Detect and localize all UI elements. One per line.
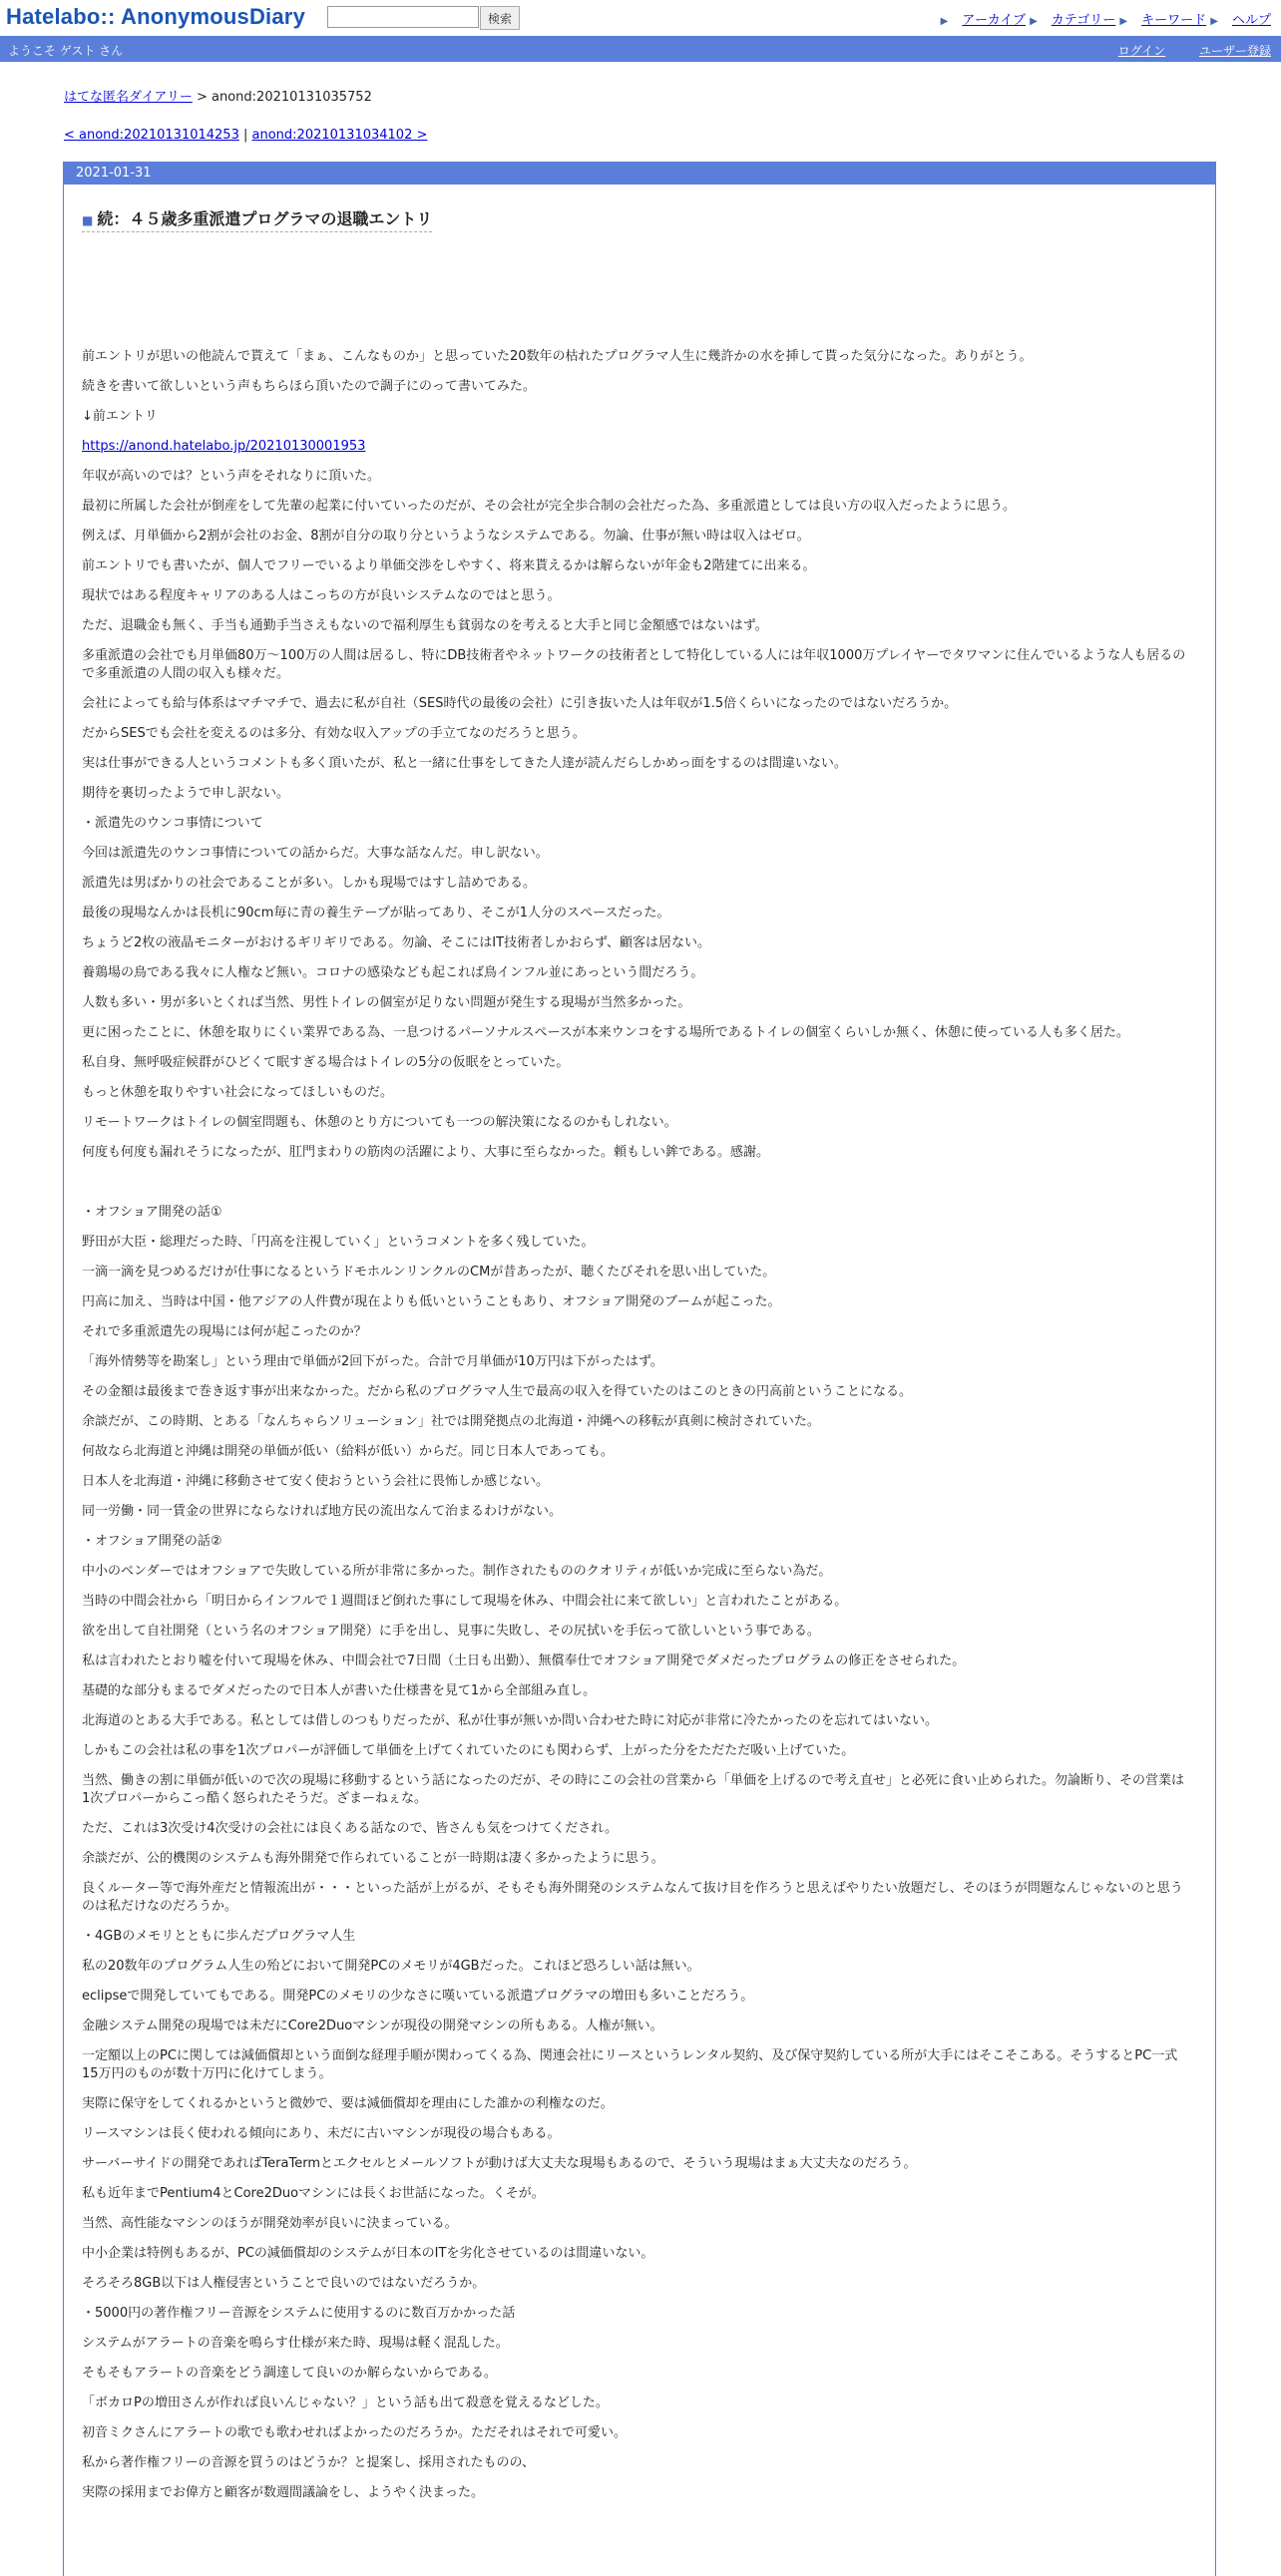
entry-paragraph: 何度も何度も漏れそうになったが、肛門まわりの筋肉の活躍により、大事に至らなかった。頼もしい鉾である。感謝。 <box>82 1145 770 1160</box>
entry-paragraph: しかもこの会社は私の事を1次プロパーが評価して単価を上げてくれていたのにも関わらず、上がった分をただただ吸い上げていた。 <box>82 1743 855 1758</box>
top-nav <box>941 9 1271 28</box>
entry-paragraph: 野田が大臣・総理だった時、「円高を注視していく」というコメントを多く残していた。 <box>82 1235 595 1250</box>
entry-paragraph: その金額は最後まで巻き返す事が出来なかった。だから私のプログラマ人生で最高の収入を得ていたのはこのときの円高前ということになる。 <box>82 1384 913 1399</box>
entry-title <box>82 206 432 232</box>
nav-help-link[interactable]: ヘルプ <box>1231 13 1271 28</box>
entry-paragraph: 北海道のとある大手である。私としては借しのつもりだったが、私が仕事が無いか問い合わせた時に対応が非常に冷たかったのを忘れてはいない。 <box>82 1713 939 1728</box>
entry-paragraph: 金融システム開発の現場では未だにCore2Duoマシンが現役の開発マシンの所もある。人権が無い。 <box>82 2019 663 2033</box>
entry-paragraph: ・5000円の著作権フリー音源をシステムに使用するのに数百万かかった話 <box>82 2306 516 2321</box>
entry-paragraph: 初音ミクさんにアラートの歌でも歌わせればよかったのだろうか。ただそれはそれで可愛い。 <box>82 2425 628 2440</box>
nav-keyword-link[interactable]: キーワード <box>1141 13 1207 28</box>
pager-separator: | <box>238 128 252 143</box>
blank-line <box>82 1174 1189 1192</box>
entry-paragraph: ちょうど2枚の液晶モニターがおけるギリギリである。勿論、そこにはIT技術者しかおらず、顧客は居ない。 <box>82 935 711 950</box>
entry-paragraph: だからSESでも会社を変えるのは多分、有効な収入アップの手立てなのだろうと思う。 <box>82 726 586 741</box>
entry-paragraph: そろそろ8GB以下は人権侵害ということで良いのではないだろうか。 <box>82 2276 486 2291</box>
entry-paragraph: 当然、高性能なマシンのほうが開発効率が良いに決まっている。 <box>82 2216 458 2231</box>
breadcrumb-site-link[interactable]: はてな匿名ダイアリー <box>64 90 193 105</box>
entry-paragraph: 最後の現場なんかは長机に90cm毎に青の養生テープが貼ってあり、そこが1人分のスペースだった。 <box>82 906 670 920</box>
entry-paragraph: 最初に所属した会社が倒産をして先輩の起業に付いていったのだが、その会社が完全歩合制の会社だった為、多重派遣としては良い方の収入だったように思う。 <box>82 499 1017 514</box>
entry-paragraph: 多重派遣の会社でも月単価80万～100万の人間は居るし、特にDB技術者やネットワークの技術者として特化している人には年収1000万プレイヤーでタワマンに住んでいるような人も居るので多重派遣の人間の収入も様々だ。 <box>82 648 1186 681</box>
previous-entry-url-link[interactable]: https://anond.hatelabo.jp/20210130001953 <box>82 439 366 454</box>
entry-paragraph: 基礎的な部分もまるでダメだったので日本人が書いた仕様書を見て1から全部組み直し。 <box>82 1683 597 1698</box>
day-section <box>63 162 1216 2576</box>
entry-paragraph: 更に困ったことに、休憩を取りにくい業界である為、一息つけるパーソナルスペースが本来ウンコをする場所であるトイレの個室くらいしか無く、休憩に使っている人も多く居た。 <box>82 1025 1129 1040</box>
entry-paragraph: 実際の採用までお偉方と顧客が数週間議論をし、ようやく決まった。 <box>82 2485 485 2500</box>
entry-paragraph: 今回は派遣先のウンコ事情についての話からだ。大事な話なんだ。申し訳ない。 <box>82 846 549 861</box>
entry-paragraph: 中小企業は特例もあるが、PCの減価償却のシステムが日本のITを劣化させているのは間違いない。 <box>82 2246 654 2261</box>
entry-paragraph: ・4GBのメモリとともに歩んだプログラマ人生 <box>82 1929 356 1944</box>
entry-paragraph: ただ、退職金も無く、手当も通勤手当さえもないので福利厚生も貧弱なのを考えると大手と同じ金額感ではないはず。 <box>82 618 768 633</box>
entry-paragraph: 期待を裏切ったようで申し訳ない。 <box>82 786 290 801</box>
entry-body <box>82 348 1189 2514</box>
entry-paragraph: 続きを書いて欲しいという声もちらほら頂いたので調子にのって書いてみた。 <box>82 379 536 394</box>
entry-paragraph: 余談だが、公的機関のシステムも海外開発で作られていることが一時期は凄く多かったように思う。 <box>82 1851 664 1866</box>
entry-paragraph: 当時の中間会社から「明日からインフルで１週間ほど倒れた事にして現場を休み、中間会社に来て欲しい」と言われたことがある。 <box>82 1594 848 1609</box>
entry-paragraph: 実際に保守をしてくれるかというと微妙で、要は減価償却を理由にした誰かの利権なのだ。 <box>82 2096 614 2111</box>
nav-category-link[interactable]: カテゴリー <box>1051 13 1116 28</box>
entry-paragraph <box>82 438 1189 456</box>
entry-paragraph: 良くルーター等で海外産だと情報流出が・・・といった話が上がるが、そもそも海外開発のシステムなんて抜け目を作ろうと思えばやりたい放題だし、そのほうが問題なんじゃないのと思うのは私だけなのだろうか。 <box>82 1881 1183 1914</box>
entry-paragraph: 私から著作権フリーの音源を買うのはどうか？と提案し、採用されたものの、 <box>82 2455 535 2470</box>
entry-paragraph: 私は言われたとおり嘘を付いて現場を休み、中間会社で7日間（土日も出勤）、無償奉仕でオフショア開発でダメだったプログラムの修正をさせられた。 <box>82 1654 966 1668</box>
welcome-text: ようこそ ゲスト さん <box>8 44 124 58</box>
search-input[interactable] <box>327 6 479 28</box>
entry-paragraph: 人数も多い・男が多いとくれば当然、男性トイレの個室が足りない問題が発生する現場が当然多かった。 <box>82 995 691 1010</box>
login-link[interactable]: ログイン <box>1117 44 1166 58</box>
breadcrumb-separator: > <box>192 90 213 105</box>
breadcrumb-current: anond:20210131035752 <box>212 90 372 105</box>
entry-paragraph: それで多重派遣先の現場には何が起こったのか？ <box>82 1324 367 1339</box>
entry-paragraph: 一定額以上のPCに関しては減価償却という面倒な経理手順が関わってくる為、関連会社にリースというレンタル契約、及び保守契約している所が大手にはそこそこある。そうするとPC一式15万円のものが数十万円に化けてしまう。 <box>82 2048 1178 2081</box>
entry-paragraph: 前エントリが思いの他読んで貰えて「まぁ、こんなものか」と思っていた20数年の枯れたプログラマ人生に幾許かの水を挿して貰った気分になった。ありがとう。 <box>82 349 1033 364</box>
entry-paragraph: eclipseで開発していてもである。開発PCのメモリの少なさに嘆いている派遣プログラマの増田も多いことだろう。 <box>82 1989 754 2004</box>
entry-paragraph: 現状ではある程度キャリアのある人はこっちの方が良いシステムなのではと思う。 <box>82 588 561 603</box>
entry-paragraph: 当然、働きの割に単価が低いので次の現場に移動するという話になったのだが、その時にこの会社の営業から「単価を上げるので考え直せ」と必死に食い止められた。勿論断り、その営業は1次プロパーからこっ酷く怒られたそうだ。ざまーねぇな。 <box>82 1773 1185 1806</box>
user-bar <box>0 36 1281 62</box>
entry-paragraph: 前エントリでも書いたが、個人でフリーでいるより単価交渉をしやすく、将来貰えるかは解らないが年金も2階建てに出来る。 <box>82 558 816 573</box>
entry-paragraph: 余談だが、この時期、とある「なんちゃらソリューション」社では開発拠点の北海道・沖縄への移転が真剣に検討されていた。 <box>82 1414 820 1429</box>
entry-paragraph: 年収が高いのでは？という声をそれなりに頂いた。 <box>82 469 381 484</box>
entry-paragraph: そもそもアラートの音楽をどう調達して良いのか解らないからである。 <box>82 2366 497 2381</box>
site-logo[interactable]: Hatelabo:: AnonymousDiary <box>6 4 306 29</box>
entry-paragraph: 円高に加え、当時は中国・他アジアの人件費が現在よりも低いということもあり、オフショア開発のブームが起こった。 <box>82 1294 781 1309</box>
prev-entry-link[interactable]: < anond:20210131014253 <box>64 128 239 143</box>
entry-paragraph: リモートワークはトイレの個室問題も、休憩のとり方についても一つの解決策になるのかもしれない。 <box>82 1115 677 1130</box>
entry-paragraph: ・オフショア開発の話② <box>82 1534 222 1549</box>
entry-title-text: 続：４５歳多重派遣プログラマの退職エントリ <box>97 209 433 228</box>
entry-paragraph: 一滴一滴を見つめるだけが仕事になるというドモホルンリンクルのCMが昔あったが、聴くたびそれを思い出していた。 <box>82 1265 776 1280</box>
entry-paragraph: 例えば、月単価から2割が会社のお金、8割が自分の取り分というようなシステムである。勿論、仕事が無い時は収入はゼロ。 <box>82 529 810 544</box>
entry-paragraph: 養鶏場の鳥である我々に人権など無い。コロナの感染なども起これば鳥インフル並にあっという間だろう。 <box>82 965 704 980</box>
entry-paragraph: 「ボカロPの増田さんが作れば良いんじゃない？」という話も出て殺意を覚えるなどした。 <box>82 2395 609 2410</box>
square-icon[interactable]: ■ <box>82 213 94 227</box>
entry-paragraph: サーバーサイドの開発であればTeraTermとエクセルとメールソフトが動けば大丈夫な現場もあるので、そういう現場はまぁ大丈夫なのだろう。 <box>82 2156 917 2171</box>
entry-paragraph: リースマシンは長く使われる傾向にあり、未だに古いマシンが現役の場合もある。 <box>82 2126 561 2141</box>
nav-archive-link[interactable]: アーカイブ <box>962 13 1026 28</box>
entry-paragraph: 派遣先は男ばかりの社会であることが多い。しかも現場ではすし詰めである。 <box>82 876 537 891</box>
entry-paragraph: 日本人を北海道・沖縄に移動させて安く使おうという会社に畏怖しか感じない。 <box>82 1474 550 1489</box>
arrow-icon: ▶ <box>1030 16 1038 27</box>
entry-paragraph: 中小のベンダーではオフショアで失敗している所が非常に多かった。制作されたもののクオリティが低いか完成に至らない為だ。 <box>82 1564 832 1579</box>
entry-paragraph: 同一労働・同一賃金の世界にならなければ地方民の流出なんて治まるわけがない。 <box>82 1504 563 1519</box>
arrow-icon: ▶ <box>1210 16 1218 27</box>
entry-pager <box>64 128 427 143</box>
next-entry-link[interactable]: anond:20210131034102 > <box>251 128 428 143</box>
day-date: 2021-01-31 <box>64 163 1215 184</box>
breadcrumb <box>64 86 372 105</box>
arrow-icon: ▶ <box>1119 16 1128 27</box>
entry-paragraph: 私も近年までPentium4とCore2Duoマシンには長くお世話になった。くそが。 <box>82 2186 545 2201</box>
entry-paragraph: ・派遣先のウンコ事情について <box>82 816 263 831</box>
entry-paragraph: 私自身、無呼吸症候群がひどくて眠すぎる場合はトイレの5分の仮眠をとっていた。 <box>82 1055 570 1070</box>
register-link[interactable]: ユーザー登録 <box>1198 44 1271 58</box>
top-bar <box>0 0 1281 36</box>
arrow-icon: ▶ <box>940 16 949 27</box>
entry-paragraph: システムがアラートの音楽を鳴らす仕様が来た時、現場は軽く混乱した。 <box>82 2336 509 2351</box>
entry-paragraph: 会社によっても給与体系はマチマチで、過去に私が自社（SES時代の最後の会社）に引き抜いた人は年収が1.5倍くらいになったのではないだろうか。 <box>82 696 958 711</box>
entry-paragraph: ↓前エントリ <box>82 409 158 424</box>
entry-paragraph: 欲を出して自社開発（という名のオフショア開発）に手を出し、見事に失敗し、その尻拭いを手伝って欲しいという事である。 <box>82 1624 820 1639</box>
entry-paragraph: 何故なら北海道と沖縄は開発の単価が低い（給料が低い）からだ。同じ日本人であっても。 <box>82 1444 614 1459</box>
entry-paragraph: もっと休憩を取りやすい社会になってほしいものだ。 <box>82 1085 394 1100</box>
user-links <box>1088 42 1271 59</box>
entry-paragraph: ただ、これは3次受け4次受けの会社には良くある話なので、皆さんも気をつけてくだされ。 <box>82 1821 619 1836</box>
entry-paragraph: 実は仕事ができる人というコメントも多く頂いたが、私と一緒に仕事をしてきた人達が読んだらしかめっ面をするのは間違いない。 <box>82 756 847 771</box>
search-button[interactable]: 検索 <box>480 6 520 30</box>
entry-paragraph: ・オフショア開発の話① <box>82 1205 222 1220</box>
entry-paragraph: 「海外情勢等を勘案し」という理由で単価が2回下がった。合計で月単価が10万円は下がったはず。 <box>82 1354 663 1369</box>
entry-paragraph: 私の20数年のプログラム人生の殆どにおいて開発PCのメモリが4GBだった。これほど恐ろしい話は無い。 <box>82 1959 700 1974</box>
